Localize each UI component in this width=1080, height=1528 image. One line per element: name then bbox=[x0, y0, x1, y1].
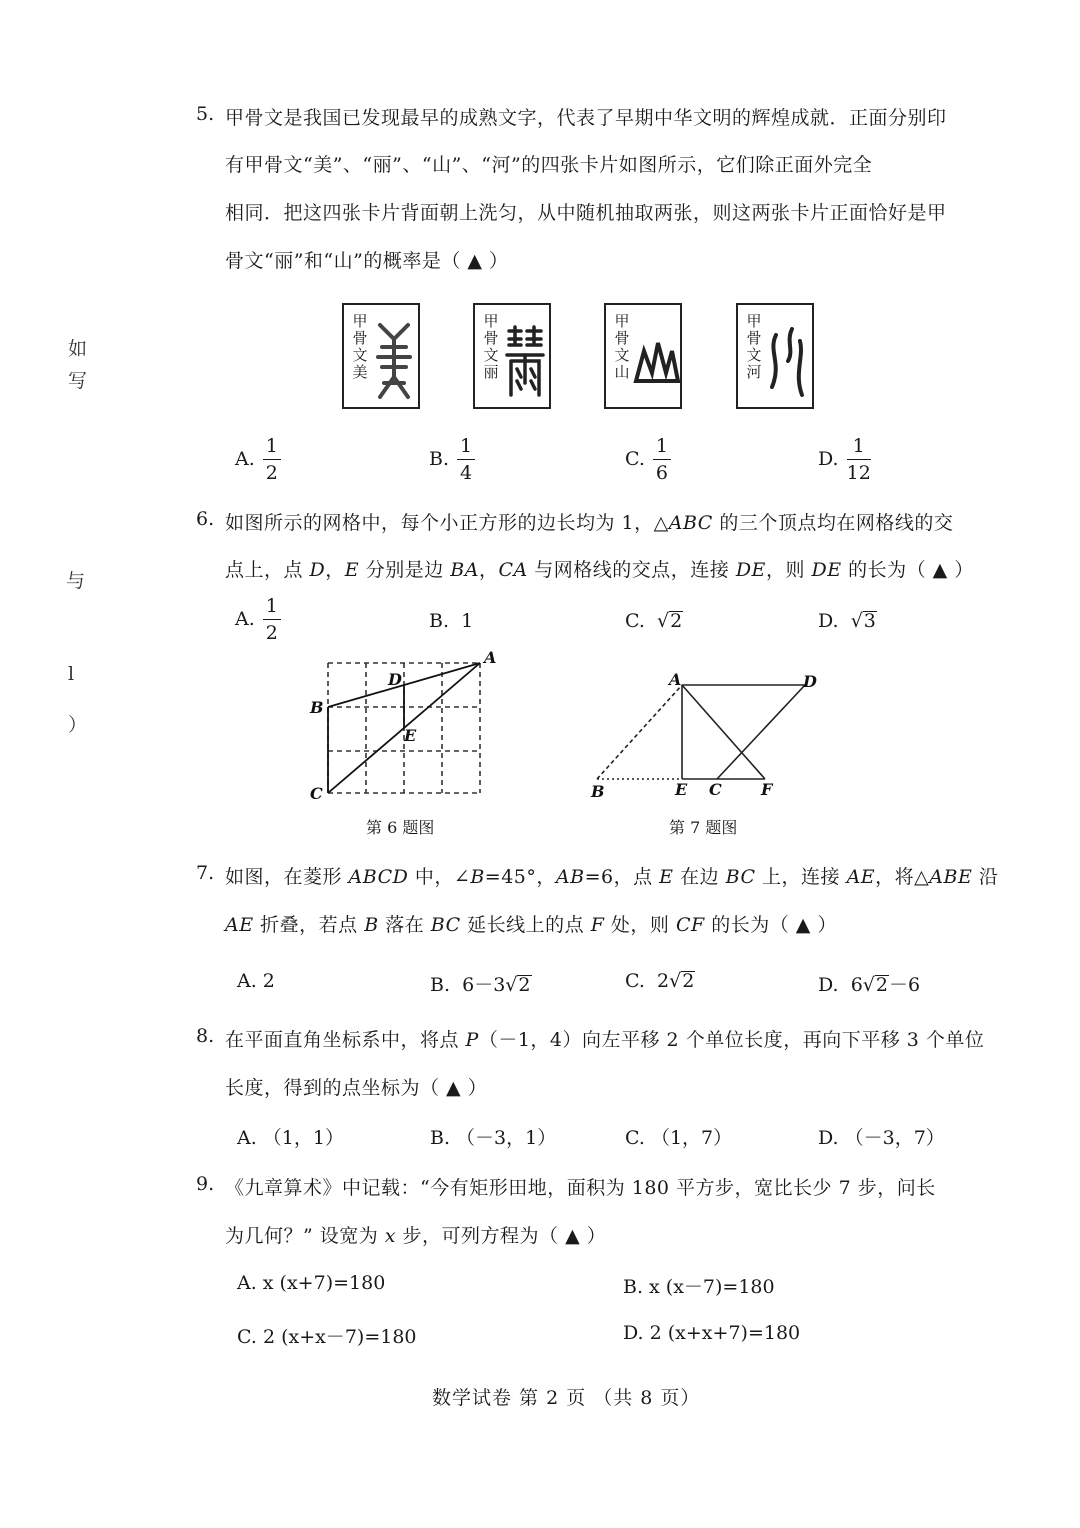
option-a: A. x (x+7)=180 bbox=[237, 1272, 386, 1294]
oracle-shan-glyph-icon bbox=[632, 317, 682, 403]
question-text-line: 骨文“丽”和“山”的概率是（ ▲ ） bbox=[225, 250, 509, 272]
figure-6-grid bbox=[300, 645, 510, 810]
option-c: C. （1，7） bbox=[625, 1127, 733, 1149]
oracle-card-he bbox=[736, 303, 814, 409]
question-text-line: 在平面直角坐标系中，将点 P（－1，4）向左平移 2 个单位长度，再向下平移 3 个单位 bbox=[225, 1029, 985, 1051]
margin-mark: 如 bbox=[68, 338, 88, 360]
point-label-a: A bbox=[669, 670, 682, 689]
margin-mark: 写 bbox=[68, 370, 88, 392]
option-c: C. 2√2 bbox=[625, 970, 695, 992]
option-b: B. x (x－7)=180 bbox=[623, 1276, 775, 1298]
question-number: 8. bbox=[196, 1025, 215, 1047]
question-text-line: 点上，点 D，E 分别是边 BA，CA 与网格线的交点，连接 DE，则 DE 的长为（ ▲ ） bbox=[225, 559, 974, 581]
option-b: B. $\frac{1}{4}$ bbox=[429, 437, 475, 483]
oracle-li-glyph-icon bbox=[501, 317, 549, 403]
option-b: B. 1 bbox=[429, 610, 474, 632]
question-number: 9. bbox=[196, 1173, 215, 1195]
question-text-line: 《九章算术》中记载：“今有矩形田地，面积为 180 平方步，宽比长少 7 步，问长 bbox=[225, 1177, 936, 1199]
card-label: 甲骨文河 bbox=[746, 312, 762, 381]
option-d: D. $\frac{1}{12}$ bbox=[818, 435, 871, 484]
margin-mark: 与 bbox=[66, 570, 86, 592]
point-label-e: E bbox=[404, 726, 417, 745]
option-b: B. 6－3√2 bbox=[430, 974, 531, 996]
figure-6-caption: 第 6 题图 bbox=[366, 818, 435, 837]
question-number: 6. bbox=[196, 508, 215, 530]
question-text-line: 如图，在菱形 ABCD 中，∠B=45°，AB=6，点 E 在边 BC 上，连接 AE，将△ABE 沿 bbox=[225, 866, 999, 888]
option-d: D. 6√2－6 bbox=[818, 974, 921, 996]
question-number: 7. bbox=[196, 862, 215, 884]
point-label-b: B bbox=[591, 782, 605, 801]
card-label: 甲骨文丽 bbox=[483, 312, 499, 381]
question-text-line: 有甲骨文“美”、“丽”、“山”、“河”的四张卡片如图所示，它们除正面外完全 bbox=[225, 154, 873, 176]
option-a: A. （1，1） bbox=[237, 1127, 344, 1149]
segment-cd bbox=[717, 685, 805, 779]
option-b: B. （－3，1） bbox=[430, 1127, 557, 1149]
point-label-f: F bbox=[761, 780, 773, 799]
margin-mark: l bbox=[68, 663, 75, 685]
figure-7-rhombus bbox=[585, 665, 825, 805]
oracle-card-mei bbox=[342, 303, 420, 409]
point-label-d: D bbox=[388, 670, 402, 689]
question-number: 5. bbox=[196, 103, 215, 125]
oracle-card-shan bbox=[604, 303, 682, 409]
option-a: A. $\frac{1}{2}$ bbox=[235, 597, 281, 643]
card-label: 甲骨文山 bbox=[614, 312, 630, 381]
oracle-mei-glyph-icon bbox=[370, 317, 418, 403]
segment-ab bbox=[597, 685, 682, 779]
option-c: C. 2 (x+x－7)=180 bbox=[237, 1326, 417, 1348]
option-d: D. 2 (x+x+7)=180 bbox=[623, 1322, 801, 1344]
point-label-a: A bbox=[484, 648, 497, 667]
point-label-c: C bbox=[310, 784, 323, 803]
option-a: A. 2 bbox=[237, 970, 275, 992]
card-label: 甲骨文美 bbox=[352, 312, 368, 381]
option-a: A. $\frac{1}{2}$ bbox=[235, 437, 281, 483]
page-footer: 数学试卷 第 2 页 （共 8 页） bbox=[432, 1387, 701, 1409]
segment-af bbox=[682, 685, 765, 779]
question-text-line: 为几何？” 设宽为 x 步，可列方程为（ ▲ ） bbox=[225, 1225, 607, 1247]
option-c: C. √2 bbox=[625, 610, 683, 632]
question-text-line: 甲骨文是我国已发现最早的成熟文字，代表了早期中华文明的辉煌成就．正面分别印 bbox=[225, 107, 947, 129]
point-label-d: D bbox=[803, 672, 817, 691]
oracle-card-li bbox=[473, 303, 551, 409]
point-label-e: E bbox=[675, 780, 688, 799]
figure-7-caption: 第 7 题图 bbox=[669, 818, 738, 837]
question-text-line: 长度，得到的点坐标为（ ▲ ） bbox=[225, 1077, 488, 1099]
question-text-line: AE 折叠，若点 B 落在 BC 延长线上的点 F 处，则 CF 的长为（ ▲ ） bbox=[225, 914, 837, 936]
question-text-line: 如图所示的网格中，每个小正方形的边长均为 1，△ABC 的三个顶点均在网格线的交 bbox=[225, 512, 954, 534]
point-label-c: C bbox=[709, 780, 722, 799]
option-c: C. $\frac{1}{6}$ bbox=[625, 437, 671, 483]
oracle-he-glyph-icon bbox=[764, 317, 812, 403]
point-label-b: B bbox=[310, 698, 324, 717]
question-text-line: 相同．把这四张卡片背面朝上洗匀，从中随机抽取两张，则这两张卡片正面恰好是甲 bbox=[225, 202, 947, 224]
option-d: D. √3 bbox=[818, 610, 876, 632]
option-d: D. （－3，7） bbox=[818, 1127, 945, 1149]
margin-mark: ） bbox=[68, 714, 88, 736]
